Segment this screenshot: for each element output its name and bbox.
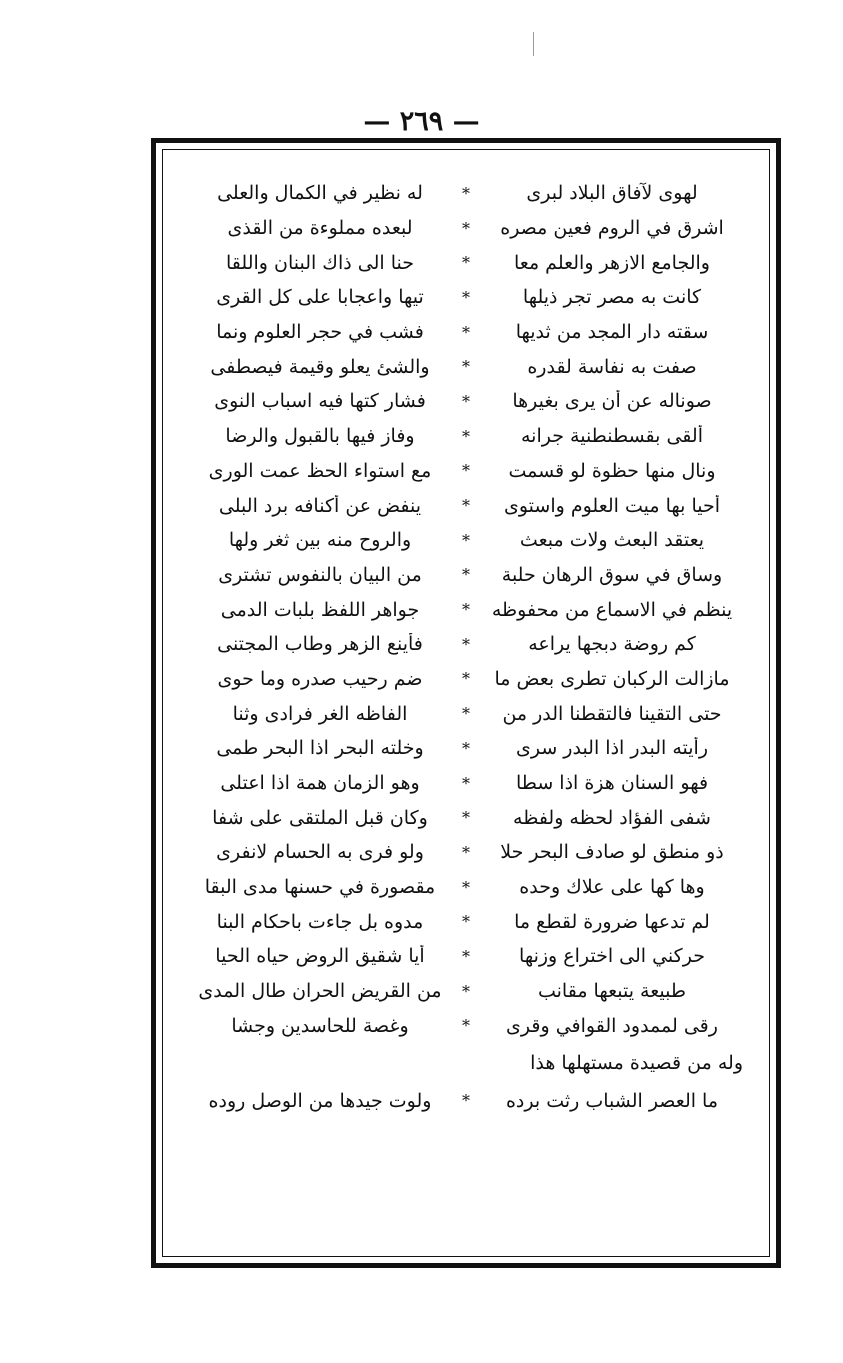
hemistich-left: وخلته البحر اذا البحر طمى <box>216 737 424 760</box>
verse-18 <box>185 766 747 801</box>
separator-star: * <box>462 1016 470 1036</box>
separator-star: * <box>462 600 470 620</box>
hemistich-left: أيا شقيق الروض حياه الحيا <box>215 945 425 968</box>
hemistich-right: رقى لممدود القوافي وقرى <box>506 1014 718 1037</box>
hemistich-right: أحيا بها ميت العلوم واستوى <box>503 494 720 517</box>
hemistich-left: له نظير في الكمال والعلى <box>217 182 423 205</box>
separator-star: * <box>462 426 470 446</box>
verse-11 <box>185 523 747 558</box>
verse-16 <box>185 696 747 731</box>
separator-star: * <box>462 704 470 724</box>
hemistich-right: ونال منها حظوة لو قسمت <box>508 459 716 482</box>
hemistich-right: طبيعة يتبعها مقانب <box>537 980 686 1003</box>
verse-12 <box>185 558 747 593</box>
verse-20 <box>185 835 747 870</box>
verse-21 <box>185 870 747 905</box>
page-frame-inner <box>162 149 770 1257</box>
verse-5 <box>185 315 747 350</box>
hemistich-left: ولو فرى به الحسام لانفرى <box>216 841 424 864</box>
separator-star: * <box>462 322 470 342</box>
verse-2 <box>185 211 747 246</box>
separator-star: * <box>462 634 470 654</box>
hemistich-left: وهو الزمان همة اذا اعتلى <box>220 772 420 795</box>
hemistich-right: حركني الى اختراع وزنها <box>519 945 705 968</box>
hemistich-right: سقته دار المجد من ثديها <box>515 321 709 344</box>
separator-star: * <box>462 842 470 862</box>
verse-25 <box>185 1009 747 1044</box>
separator-star: * <box>462 808 470 828</box>
separator-star: * <box>462 496 470 516</box>
hemistich-right: رأيته البدر اذا البدر سرى <box>515 737 708 760</box>
hemistich-left: وغصة للحاسدين وجشا <box>231 1014 409 1037</box>
hemistich-left: فأينع الزهر وطاب المجتنى <box>217 633 423 656</box>
hemistich-right: صفت به نفاسة لقدره <box>527 355 697 378</box>
hemistich-left: من القريض الحران طال المدى <box>198 980 442 1003</box>
verse-4 <box>185 280 747 315</box>
hemistich-left: فشب في حجر العلوم ونما <box>216 321 424 344</box>
hemistich-right: كانت به مصر تجر ذيلها <box>522 286 702 309</box>
hemistich-left: وكان قبل الملتقى على شفا <box>212 806 428 829</box>
verse-23 <box>185 939 747 974</box>
hemistich-left: والروح منه بين ثغر ولها <box>228 529 412 552</box>
hemistich-left: لبعده مملوءة من القذى <box>227 217 413 240</box>
separator-star: * <box>462 183 470 203</box>
hemistich-right: كم روضة دبجها يراعه <box>528 633 696 656</box>
hemistich-right: اشرق في الروم فعين مصره <box>500 217 724 240</box>
separator-star: * <box>462 669 470 689</box>
separator-star: * <box>462 1091 470 1111</box>
verse-24 <box>185 974 747 1009</box>
hemistich-left: ضم رحيب صدره وما حوى <box>217 667 423 690</box>
verse-6 <box>185 349 747 384</box>
verse-13 <box>185 592 747 627</box>
hemistich-right: وساق في سوق الرهان حلبة <box>501 563 723 586</box>
verse-8 <box>185 419 747 454</box>
hemistich-right: ألقى بقسطنطنية جرانه <box>521 425 703 448</box>
verse-1 <box>185 176 747 211</box>
verse-10 <box>185 488 747 523</box>
verse-17 <box>185 731 747 766</box>
hemistich-right: يعتقد البعث ولات مبعث <box>519 529 705 552</box>
hemistich-left: والشئ يعلو وقيمة فيصطفى <box>210 355 430 378</box>
verse-19 <box>185 800 747 835</box>
hemistich-left: ولوت جيدها من الوصل روده <box>208 1089 432 1112</box>
hemistich-right: فهو السنان هزة اذا سطا <box>515 772 709 795</box>
hemistich-right: مازالت الركبان تطرى بعض ما <box>494 667 730 690</box>
separator-star: * <box>462 565 470 585</box>
hemistich-left: حنا الى ذاك البنان واللقا <box>226 251 414 274</box>
hemistich-right: وها كها على علاك وحده <box>519 876 705 899</box>
hemistich-right: شفى الفؤاد لحظه ولفظه <box>513 806 711 829</box>
hemistich-right: ما العصر الشباب رثت برده <box>505 1089 719 1112</box>
separator-star: * <box>462 877 470 897</box>
verse-7 <box>185 384 747 419</box>
scan-mark <box>533 32 534 56</box>
separator-star: * <box>462 773 470 793</box>
poem-intro: وله من قصيدة مستهلها هذا <box>530 1052 743 1075</box>
separator-star: * <box>462 912 470 932</box>
separator-star: * <box>462 530 470 550</box>
separator-star: * <box>462 461 470 481</box>
hemistich-left: الفاظه الغر فرادى وثنا <box>232 702 408 725</box>
hemistich-left: مع استواء الحظ عمت الورى <box>208 459 432 482</box>
verse-14 <box>185 627 747 662</box>
hemistich-right: لهوى لآفاق البلاد لبرى <box>526 182 698 205</box>
hemistich-left: ينفض عن أكنافه برد البلى <box>218 494 422 517</box>
hemistich-right: ذو منطق لو صادف البحر حلا <box>500 841 724 864</box>
verse-9 <box>185 454 747 489</box>
hemistich-right: والجامع الازهر والعلم معا <box>514 251 710 274</box>
separator-star: * <box>462 253 470 273</box>
hemistich-left: من البيان بالنفوس تشترى <box>218 563 422 586</box>
page-number: — ٢٦٩ — <box>363 106 480 137</box>
hemistich-right: ينظم في الاسماع من محفوظه <box>491 598 733 621</box>
verse-final <box>185 1083 747 1118</box>
hemistich-left: مدوه بل جاءت باحكام البنا <box>216 910 424 933</box>
hemistich-left: وفاز فيها بالقبول والرضا <box>225 425 415 448</box>
hemistich-left: فشار كتها فيه اسباب النوى <box>214 390 426 413</box>
hemistich-left: مقصورة في حسنها مدى البقا <box>204 876 436 899</box>
verse-15 <box>185 662 747 697</box>
hemistich-left: تيها واعجابا على كل القرى <box>216 286 424 309</box>
hemistich-right: لم تدعها ضرورة لقطع ما <box>514 910 710 933</box>
poem-verses <box>185 176 747 1118</box>
separator-star: * <box>462 738 470 758</box>
verse-3 <box>185 245 747 280</box>
separator-star: * <box>462 287 470 307</box>
hemistich-right: صوناله عن أن يرى بغيرها <box>512 390 712 413</box>
separator-star: * <box>462 391 470 411</box>
hemistich-right: حتى التقينا فالتقطنا الدر من <box>502 702 722 725</box>
page-frame <box>151 138 781 1268</box>
separator-star: * <box>462 218 470 238</box>
verse-22 <box>185 904 747 939</box>
hemistich-left: جواهر اللفظ بلبات الدمى <box>220 598 420 621</box>
separator-star: * <box>462 946 470 966</box>
separator-star: * <box>462 981 470 1001</box>
separator-star: * <box>462 357 470 377</box>
